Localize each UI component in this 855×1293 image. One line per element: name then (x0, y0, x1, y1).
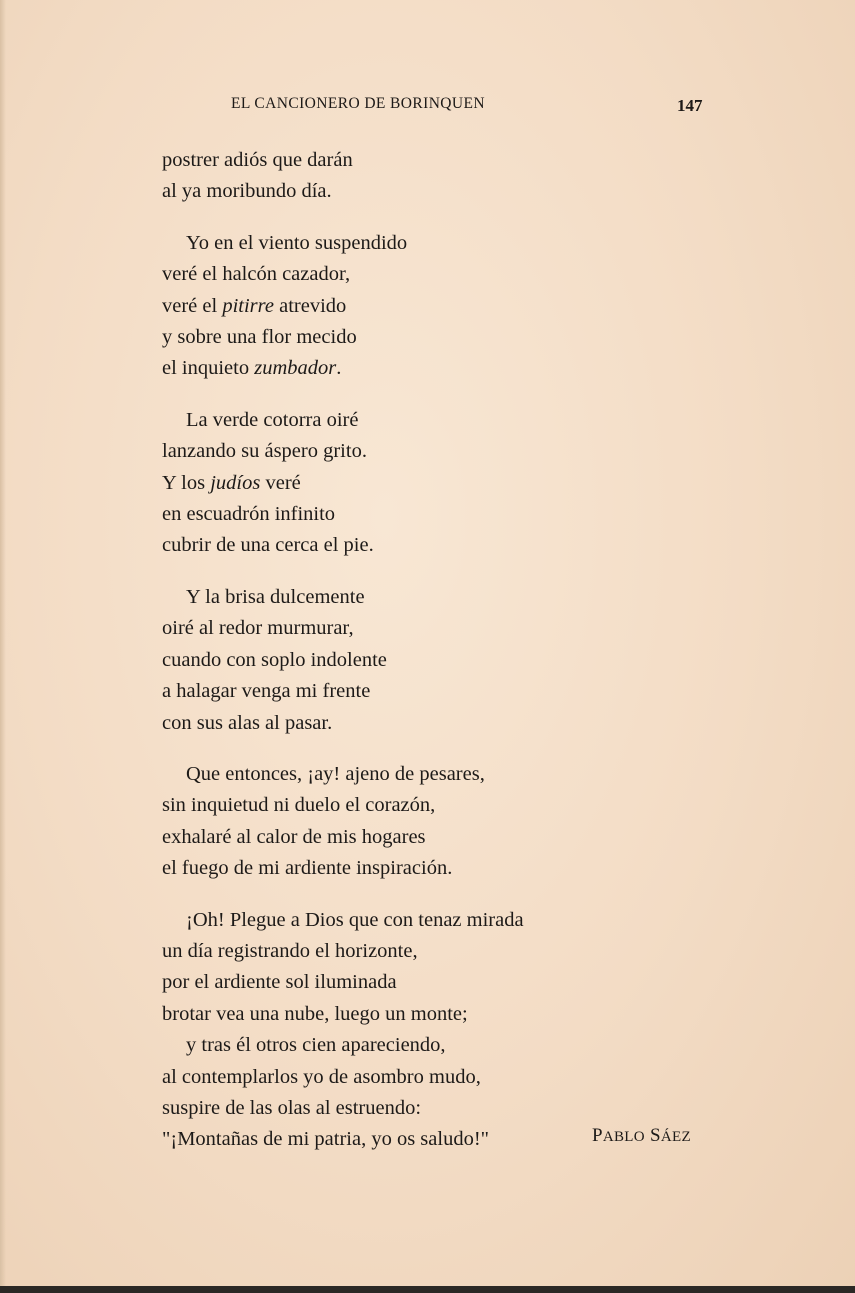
stanza-2 (162, 228, 762, 385)
poem-line: lanzando su áspero grito. (162, 440, 367, 463)
line-text: el inquieto (162, 357, 255, 380)
stanza-1 (162, 145, 762, 208)
poem-line: postrer adiós que darán (162, 149, 353, 171)
page-number: 147 (677, 96, 703, 115)
signature-initial: S (649, 1125, 661, 1146)
running-title: EL CANCIONERO DE BORINQUEN (231, 95, 485, 112)
line-text: veré el (162, 294, 223, 317)
poem-line: a halagar venga mi frente (162, 680, 371, 703)
poem-line: suspire de las olas al estruendo: (162, 1096, 422, 1119)
signature-smallcaps: ÁEZ (660, 1129, 691, 1145)
signature-initial: P (592, 1125, 603, 1146)
poem-line: oiré al redor murmurar, (162, 617, 354, 640)
poem-line: Que entonces, ¡ay! ajeno de pesares, (186, 762, 485, 785)
poem-line: y tras él otros cien apareciendo, (186, 1034, 446, 1057)
poem-line: un día registrando el horizonte, (162, 939, 418, 962)
stanza-6 (162, 905, 762, 1156)
poem-line: al ya moribundo día. (162, 180, 332, 203)
italic-word: pitirre (222, 294, 274, 317)
line-text: atrevido (273, 294, 347, 317)
stanza-3 (162, 405, 762, 562)
poem-line: exhalaré al calor de mis hogares (162, 825, 426, 848)
poem-line: Y la brisa dulcemente (186, 585, 365, 608)
poem-line: "¡Montañas de mi patria, yo os saludo!" (162, 1128, 490, 1151)
poem-line: Yo en el viento suspendido (186, 231, 408, 254)
poem-line: y sobre una flor mecido (162, 326, 357, 349)
author-signature (592, 1125, 691, 1147)
poem-line: al contemplarlos yo de asombro mudo, (162, 1065, 481, 1088)
poem-line: con sus alas al pasar. (162, 711, 333, 734)
italic-word: zumbador (254, 357, 337, 380)
poem-line: ¡Oh! Plegue a Dios que con tenaz mirada (186, 908, 524, 931)
poem-line: el fuego de mi ardiente inspiración. (162, 857, 453, 880)
poem-line: sin inquietud ni duelo el corazón, (162, 794, 436, 817)
poem-body (162, 145, 762, 1156)
poem-line: brotar vea una nube, luego un monte; (162, 1002, 468, 1025)
line-text: . (336, 357, 342, 380)
poem-line (162, 353, 762, 384)
poem-line (162, 291, 762, 322)
poem-line (162, 468, 762, 499)
line-text: veré (260, 471, 301, 494)
poem-line: cuando con soplo indolente (162, 648, 387, 671)
poem-line: por el ardiente sol iluminada (162, 971, 397, 994)
stanza-4 (162, 582, 762, 739)
poem-line: veré el halcón cazador, (162, 263, 351, 286)
poem-line: cubrir de una cerca el pie. (162, 534, 374, 557)
poem-line: en escuadrón infinito (162, 503, 336, 526)
line-text: Y los (162, 471, 211, 494)
italic-word: judíos (210, 471, 261, 494)
signature-smallcaps: ABLO (602, 1129, 645, 1145)
stanza-5 (162, 759, 762, 885)
poem-line: La verde cotorra oiré (186, 408, 359, 431)
